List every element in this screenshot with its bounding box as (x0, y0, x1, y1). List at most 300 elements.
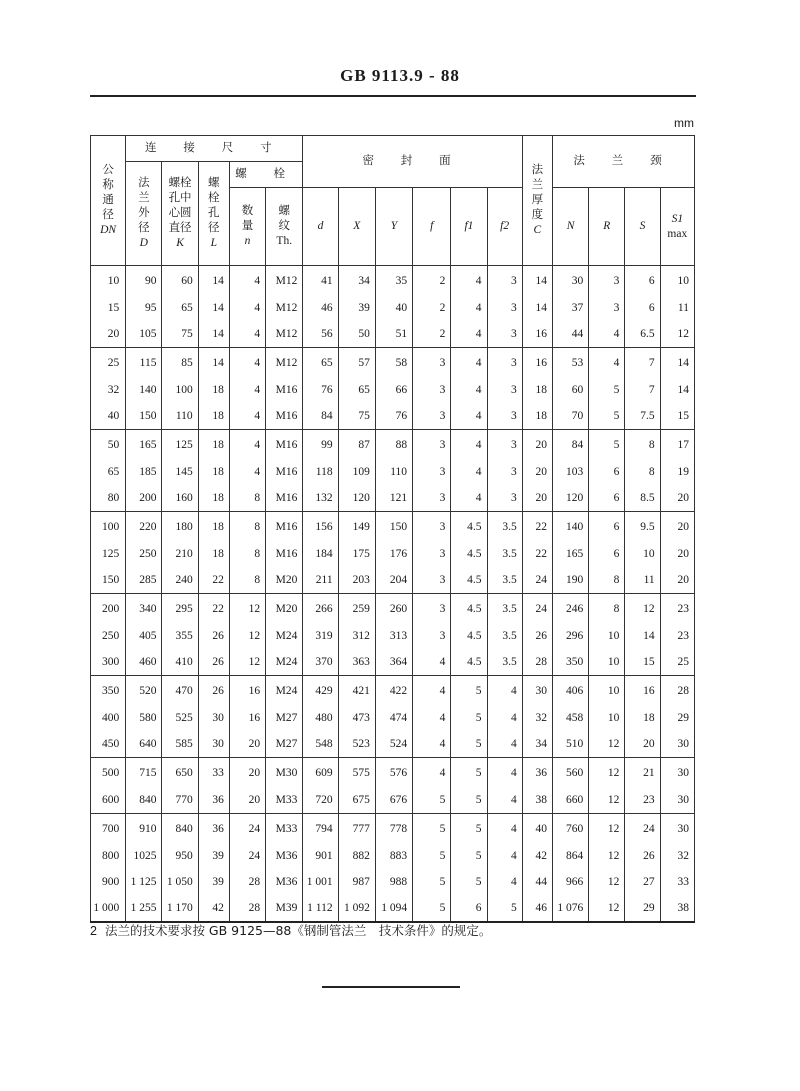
table-cell: 3 (589, 266, 625, 296)
table-cell: 90 (126, 266, 162, 296)
header-rule (90, 95, 696, 97)
table-cell: 190 (552, 567, 588, 594)
table-cell: 20 (660, 512, 694, 542)
table-cell: 39 (338, 295, 375, 321)
table-cell: 3 (413, 377, 451, 403)
table-cell: 12 (589, 814, 625, 844)
table-cell: 6 (589, 485, 625, 512)
table-cell: M39 (266, 895, 303, 922)
table-cell: 3 (487, 459, 522, 485)
table-cell: 3.5 (487, 512, 522, 542)
table-cell: 26 (198, 676, 229, 706)
table-cell: 3 (413, 541, 451, 567)
table-cell: 4 (413, 731, 451, 758)
table-cell: 25 (91, 348, 126, 378)
table-cell: 285 (126, 567, 162, 594)
table-cell: 300 (91, 649, 126, 676)
table-cell: 363 (338, 649, 375, 676)
table-row (91, 348, 695, 378)
table-cell: 14 (198, 348, 229, 378)
table-cell: 14 (625, 623, 660, 649)
table-cell: 10 (660, 266, 694, 296)
header-y: Y (375, 188, 412, 266)
table-cell: 4.5 (451, 649, 487, 676)
table-cell: 4 (229, 459, 265, 485)
table-cell: 87 (338, 430, 375, 460)
table-cell: 99 (303, 430, 338, 460)
table-cell: 12 (229, 594, 265, 624)
table-cell: 110 (162, 403, 198, 430)
table-cell: 22 (522, 541, 552, 567)
table-cell: 5 (413, 869, 451, 895)
table-cell: 176 (375, 541, 412, 567)
table-cell: 500 (91, 758, 126, 788)
table-cell: 32 (91, 377, 126, 403)
table-cell: 3 (487, 430, 522, 460)
table-cell: 4.5 (451, 567, 487, 594)
table-cell: 21 (625, 758, 660, 788)
table-cell: 12 (589, 895, 625, 922)
table-cell: 16 (625, 676, 660, 706)
table-cell: 50 (338, 321, 375, 348)
table-cell: 11 (660, 295, 694, 321)
table-cell: 150 (375, 512, 412, 542)
table-cell: 7.5 (625, 403, 660, 430)
table-cell: M27 (266, 731, 303, 758)
table-cell: 5 (413, 814, 451, 844)
table-cell: M16 (266, 377, 303, 403)
table-cell: 560 (552, 758, 588, 788)
table-cell: 5 (451, 787, 487, 814)
table-cell: 3 (413, 348, 451, 378)
table-cell: 3 (487, 266, 522, 296)
table-cell: 3 (487, 295, 522, 321)
header-s1-max: S1 max (660, 188, 694, 266)
table-cell: 24 (522, 594, 552, 624)
table-cell: 5 (413, 895, 451, 922)
table-cell: 350 (552, 649, 588, 676)
table-cell: 246 (552, 594, 588, 624)
table-cell: 883 (375, 843, 412, 869)
table-cell: 100 (91, 512, 126, 542)
table-cell: 5 (451, 814, 487, 844)
table-cell: 40 (375, 295, 412, 321)
table-cell: 19 (660, 459, 694, 485)
table-row (91, 731, 695, 758)
table-cell: 30 (660, 758, 694, 788)
table-cell: 18 (198, 459, 229, 485)
table-cell: 220 (126, 512, 162, 542)
table-cell: M20 (266, 567, 303, 594)
table-cell: 18 (198, 541, 229, 567)
table-cell: 10 (589, 676, 625, 706)
table-row (91, 541, 695, 567)
table-cell: 676 (375, 787, 412, 814)
table-cell: 175 (338, 541, 375, 567)
table-cell: 4 (589, 321, 625, 348)
table-cell: M16 (266, 403, 303, 430)
table-cell: 16 (522, 321, 552, 348)
table-cell: 474 (375, 705, 412, 731)
table-cell: 5 (413, 787, 451, 814)
table-cell: 4 (229, 430, 265, 460)
table-row (91, 814, 695, 844)
table-cell: 30 (198, 731, 229, 758)
table-cell: 1 112 (303, 895, 338, 922)
table-cell: 12 (589, 731, 625, 758)
table-cell: M36 (266, 843, 303, 869)
bottom-rule (322, 986, 460, 988)
table-row (91, 649, 695, 676)
table-cell: M16 (266, 541, 303, 567)
table-cell: 6.5 (625, 321, 660, 348)
table-cell: M33 (266, 814, 303, 844)
table-cell: 65 (338, 377, 375, 403)
table-cell: 36 (198, 814, 229, 844)
table-cell: 22 (198, 567, 229, 594)
table-cell: 473 (338, 705, 375, 731)
table-cell: 364 (375, 649, 412, 676)
table-cell: 988 (375, 869, 412, 895)
table-cell: 3 (413, 567, 451, 594)
table-cell: 12 (229, 649, 265, 676)
table-cell: M16 (266, 485, 303, 512)
table-cell: 42 (522, 843, 552, 869)
table-cell: 410 (162, 649, 198, 676)
table-cell: 800 (91, 843, 126, 869)
table-row (91, 295, 695, 321)
table-cell: 6 (625, 266, 660, 296)
table-cell: 4 (451, 348, 487, 378)
table-cell: 25 (660, 649, 694, 676)
table-cell: 204 (375, 567, 412, 594)
table-cell: 33 (660, 869, 694, 895)
table-cell: 16 (229, 705, 265, 731)
table-cell: 140 (552, 512, 588, 542)
table-cell: M16 (266, 512, 303, 542)
table-cell: 4 (451, 485, 487, 512)
table-cell: 2 (413, 266, 451, 296)
table-cell: 3 (413, 485, 451, 512)
table-cell: 777 (338, 814, 375, 844)
table-cell: 14 (198, 295, 229, 321)
table-cell: 4 (229, 266, 265, 296)
table-cell: 76 (375, 403, 412, 430)
table-cell: 200 (126, 485, 162, 512)
table-cell: 38 (522, 787, 552, 814)
table-cell: 36 (522, 758, 552, 788)
table-cell: 3.5 (487, 649, 522, 676)
table-cell: 4 (487, 676, 522, 706)
header-bolt-quantity: 数量 n (229, 188, 265, 266)
table-cell: 4 (229, 321, 265, 348)
table-cell: 203 (338, 567, 375, 594)
table-cell: 58 (375, 348, 412, 378)
table-cell: 40 (91, 403, 126, 430)
table-cell: 3 (487, 403, 522, 430)
table-row (91, 377, 695, 403)
table-cell: 675 (338, 787, 375, 814)
table-cell: 4.5 (451, 594, 487, 624)
table-cell: 840 (126, 787, 162, 814)
table-cell: 80 (91, 485, 126, 512)
table-cell: 882 (338, 843, 375, 869)
header-group-flange-neck: 法 兰 颈 (552, 136, 694, 188)
header-bolt-hole-diameter: 螺栓孔径 L (198, 162, 229, 266)
table-cell: 20 (625, 731, 660, 758)
table-cell: 6 (589, 459, 625, 485)
table-cell: 32 (522, 705, 552, 731)
note-text: 法兰的技术要求按 GB 9125—88《钢制管法兰 技术条件》的规定。 (104, 923, 492, 938)
table-cell: 313 (375, 623, 412, 649)
table-cell: 53 (552, 348, 588, 378)
table-cell: 26 (522, 623, 552, 649)
table-cell: 4 (229, 377, 265, 403)
table-cell: M12 (266, 266, 303, 296)
table-cell: 75 (162, 321, 198, 348)
table-cell: 210 (162, 541, 198, 567)
table-cell: 523 (338, 731, 375, 758)
table-cell: 14 (660, 377, 694, 403)
table-cell: 60 (162, 266, 198, 296)
table-cell: 211 (303, 567, 338, 594)
table-cell: 6 (451, 895, 487, 922)
table-cell: 56 (303, 321, 338, 348)
header-thread: 螺纹 Th. (266, 188, 303, 266)
table-cell: M12 (266, 295, 303, 321)
table-cell: 4 (451, 459, 487, 485)
table-cell: 8 (625, 430, 660, 460)
table-cell: 1 000 (91, 895, 126, 922)
table-cell: 794 (303, 814, 338, 844)
table-cell: 4 (229, 403, 265, 430)
table-cell: 4 (413, 649, 451, 676)
table-cell: 4 (487, 705, 522, 731)
table-cell: 12 (589, 869, 625, 895)
table-cell: 5 (451, 731, 487, 758)
table-row (91, 321, 695, 348)
table-cell: 1025 (126, 843, 162, 869)
table-cell: 17 (660, 430, 694, 460)
table-row (91, 758, 695, 788)
table-cell: 100 (162, 377, 198, 403)
table-cell: M30 (266, 758, 303, 788)
table-cell: 41 (303, 266, 338, 296)
table-cell: 70 (552, 403, 588, 430)
table-cell: 28 (660, 676, 694, 706)
table-cell: 1 170 (162, 895, 198, 922)
table-cell: 65 (162, 295, 198, 321)
table-cell: 259 (338, 594, 375, 624)
table-cell: 295 (162, 594, 198, 624)
table-cell: 580 (126, 705, 162, 731)
table-cell: 576 (375, 758, 412, 788)
table-cell: 30 (552, 266, 588, 296)
table-cell: 900 (91, 869, 126, 895)
table-cell: 8 (229, 512, 265, 542)
table-cell: 6 (625, 295, 660, 321)
table-cell: 105 (126, 321, 162, 348)
table-cell: 10 (589, 623, 625, 649)
table-cell: 20 (660, 567, 694, 594)
table-cell: 5 (413, 843, 451, 869)
table-header (91, 136, 695, 266)
table-cell: M20 (266, 594, 303, 624)
table-cell: 26 (625, 843, 660, 869)
table-cell: 5 (451, 869, 487, 895)
table-cell: 5 (589, 430, 625, 460)
table-cell: 12 (589, 758, 625, 788)
table-cell: 185 (126, 459, 162, 485)
table-cell: 33 (198, 758, 229, 788)
table-cell: 4 (229, 348, 265, 378)
table-cell: 10 (91, 266, 126, 296)
header-group-bolt: 螺 栓 (229, 162, 302, 188)
table-cell: 422 (375, 676, 412, 706)
table-cell: 4 (451, 295, 487, 321)
table-cell: 10 (625, 541, 660, 567)
table-cell: 125 (91, 541, 126, 567)
table-cell: 2 (413, 295, 451, 321)
table-cell: 6 (589, 512, 625, 542)
table-cell: 20 (229, 758, 265, 788)
table-cell: 32 (660, 843, 694, 869)
table-cell: 4 (487, 758, 522, 788)
table-cell: 18 (522, 377, 552, 403)
table-cell: 5 (451, 843, 487, 869)
table-cell: M24 (266, 676, 303, 706)
table-cell: 429 (303, 676, 338, 706)
unit-label: mm (674, 116, 694, 130)
table-cell: 12 (589, 787, 625, 814)
table-cell: 3 (413, 403, 451, 430)
table-cell: 7 (625, 377, 660, 403)
table-cell: 15 (660, 403, 694, 430)
table-cell: 35 (375, 266, 412, 296)
table-cell: 4 (589, 348, 625, 378)
table-cell: 160 (162, 485, 198, 512)
table-cell: 3 (413, 459, 451, 485)
table-cell: 370 (303, 649, 338, 676)
table-cell: 9.5 (625, 512, 660, 542)
table-cell: 20 (522, 485, 552, 512)
header-f2: f2 (487, 188, 522, 266)
table-cell: 4.5 (451, 512, 487, 542)
header-d: d (303, 188, 338, 266)
table-cell: 3 (589, 295, 625, 321)
table-cell: 14 (198, 321, 229, 348)
table-cell: 24 (522, 567, 552, 594)
table-cell: 20 (522, 459, 552, 485)
table-cell: 510 (552, 731, 588, 758)
table-cell: 37 (552, 295, 588, 321)
table-cell: 5 (487, 895, 522, 922)
table-cell: 4 (413, 676, 451, 706)
table-cell: 18 (198, 512, 229, 542)
table-cell: 355 (162, 623, 198, 649)
table-cell: 44 (522, 869, 552, 895)
table-cell: 6 (589, 541, 625, 567)
table-cell: 240 (162, 567, 198, 594)
table-row (91, 676, 695, 706)
table-cell: 34 (522, 731, 552, 758)
table-row (91, 430, 695, 460)
table-cell: 250 (126, 541, 162, 567)
table-cell: 987 (338, 869, 375, 895)
table-cell: 27 (625, 869, 660, 895)
header-s: S (625, 188, 660, 266)
table-row (91, 895, 695, 922)
table-cell: 720 (303, 787, 338, 814)
table-cell: 29 (625, 895, 660, 922)
table-cell: 20 (522, 430, 552, 460)
table-cell: 4.5 (451, 623, 487, 649)
table-cell: 65 (303, 348, 338, 378)
table-cell: 23 (660, 594, 694, 624)
table-cell: 18 (198, 377, 229, 403)
table-cell: 110 (375, 459, 412, 485)
table-cell: 30 (198, 705, 229, 731)
table-cell: 5 (451, 705, 487, 731)
table-cell: 1 050 (162, 869, 198, 895)
table-cell: 42 (198, 895, 229, 922)
table-row (91, 567, 695, 594)
flange-dimension-table (90, 135, 695, 923)
table-cell: 4 (229, 295, 265, 321)
table-cell: 150 (91, 567, 126, 594)
table-cell: 1 092 (338, 895, 375, 922)
table-row (91, 512, 695, 542)
table-cell: 14 (660, 348, 694, 378)
table-cell: 8 (229, 541, 265, 567)
header-f1: f1 (451, 188, 487, 266)
table-cell: 3.5 (487, 541, 522, 567)
table-cell: 250 (91, 623, 126, 649)
table-cell: 60 (552, 377, 588, 403)
table-cell: 75 (338, 403, 375, 430)
table-cell: 26 (198, 623, 229, 649)
technical-note (90, 921, 710, 939)
table-cell: 184 (303, 541, 338, 567)
table-cell: 115 (126, 348, 162, 378)
header-outer-diameter: 法兰外径 D (126, 162, 162, 266)
table-cell: 4 (451, 403, 487, 430)
table-cell: 132 (303, 485, 338, 512)
table-cell: 88 (375, 430, 412, 460)
header-group-connection: 连 接 尺 寸 (126, 136, 303, 162)
table-cell: 121 (375, 485, 412, 512)
table-cell: 26 (198, 649, 229, 676)
table-cell: M36 (266, 869, 303, 895)
table-cell: 405 (126, 623, 162, 649)
table-cell: 609 (303, 758, 338, 788)
table-cell: M33 (266, 787, 303, 814)
table-cell: 30 (660, 731, 694, 758)
table-cell: 4 (487, 787, 522, 814)
table-cell: 11 (625, 567, 660, 594)
table-cell: 8 (229, 485, 265, 512)
table-cell: 548 (303, 731, 338, 758)
table-cell: 5 (451, 758, 487, 788)
table-cell: 18 (198, 485, 229, 512)
table-cell: 156 (303, 512, 338, 542)
table-cell: 778 (375, 814, 412, 844)
table-cell: 38 (660, 895, 694, 922)
table-cell: 39 (198, 843, 229, 869)
table-cell: 4 (487, 869, 522, 895)
table-cell: 760 (552, 814, 588, 844)
table-cell: 46 (522, 895, 552, 922)
